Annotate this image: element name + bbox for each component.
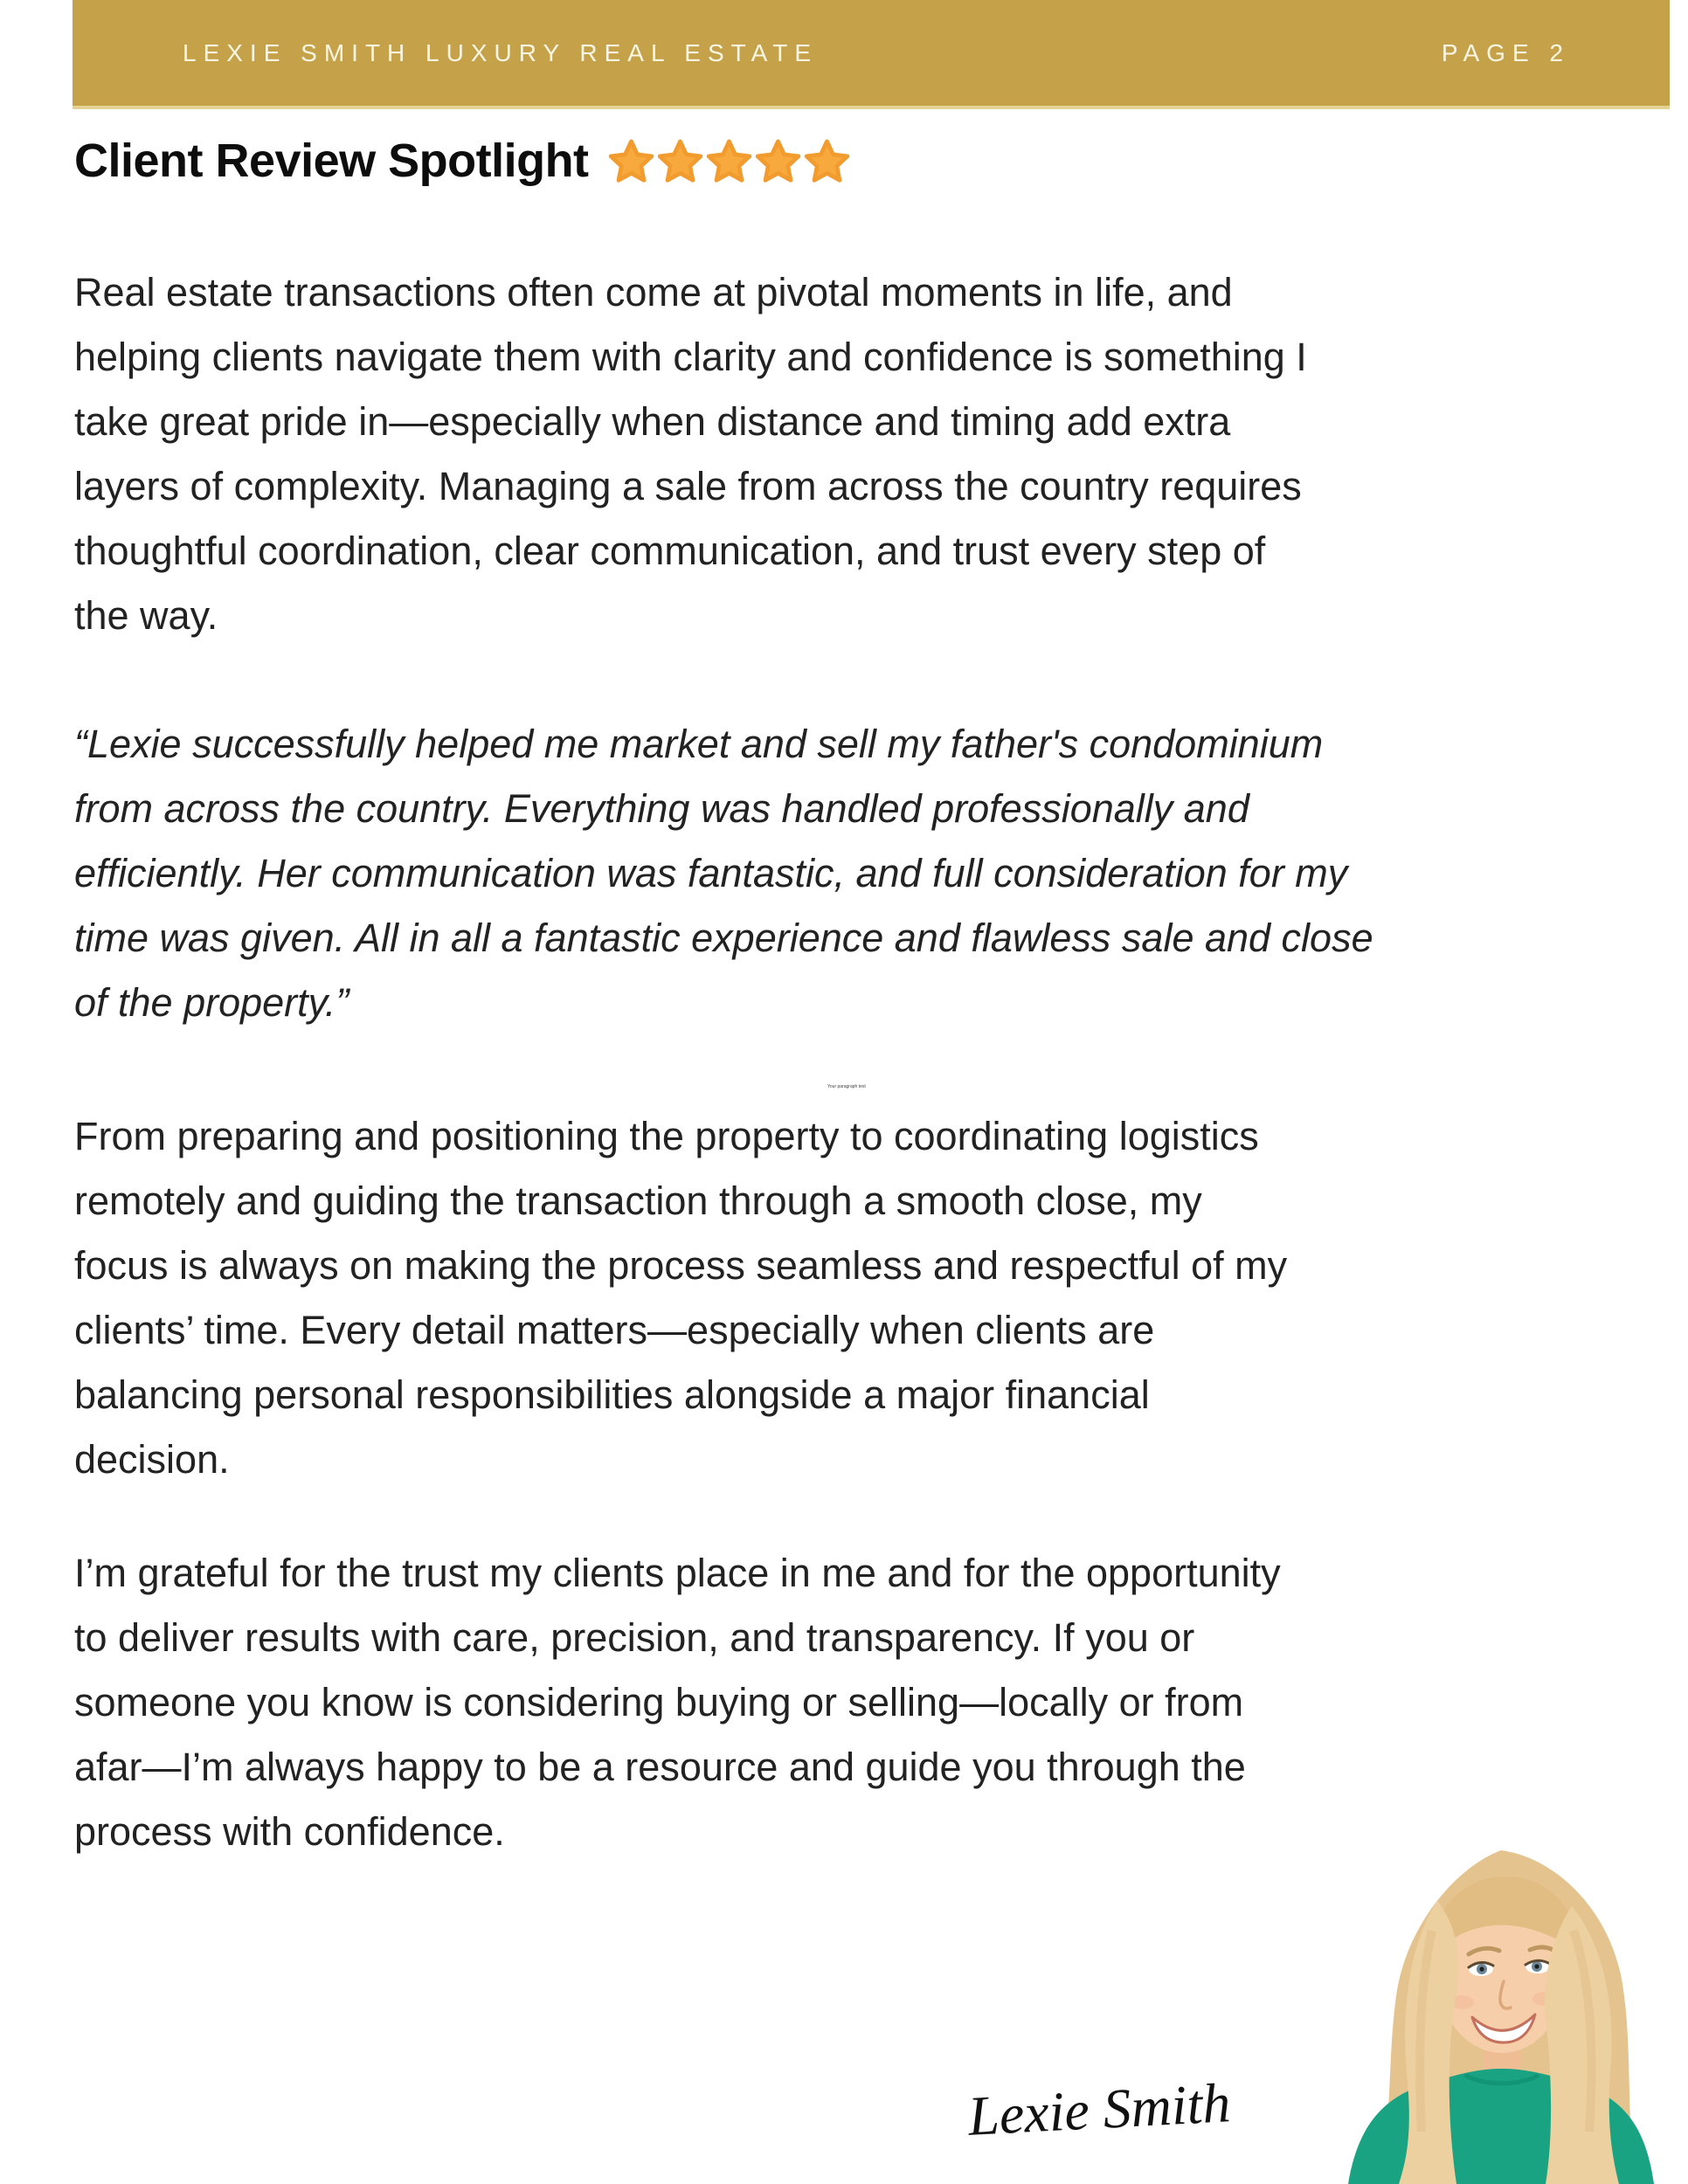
text-line: thoughtful coordination, clear communication, and trust every step of [74, 529, 1266, 573]
tiny-placeholder-text: Your paragraph text [827, 1084, 866, 1089]
text-line: time was given. All in all a fantastic experience and flawless sale and close [74, 916, 1373, 960]
brand-title: LEXIE SMITH LUXURY REAL ESTATE [183, 38, 819, 66]
text-line: From preparing and positioning the property to coordinating logistics [74, 1114, 1259, 1158]
text-line: remotely and guiding the transaction through a smooth close, my [74, 1178, 1202, 1223]
text-line: layers of complexity. Managing a sale from across the country requires [74, 464, 1302, 508]
text-line: to deliver results with care, precision, and transparency. If you or [74, 1615, 1195, 1660]
text-line: afar—I’m always happy to be a resource and guide you through the [74, 1745, 1246, 1789]
page-header-bar [73, 0, 1670, 109]
star-icon [657, 137, 703, 187]
text-line: the way. [74, 593, 218, 638]
text-line: take great pride in—especially when distance and timing add extra [74, 399, 1231, 444]
agent-headshot-photo [1324, 1843, 1678, 2184]
section-title: Client Review Spotlight [74, 135, 589, 187]
text-line: of the property.” [74, 980, 349, 1025]
text-line: Real estate transactions often come at pivotal moments in life, and [74, 270, 1233, 314]
closing-paragraph [74, 1541, 1281, 1864]
text-line: focus is always on making the process seamless and respectful of my [74, 1243, 1288, 1288]
intro-paragraph [74, 260, 1307, 648]
five-star-rating [608, 137, 850, 187]
text-line: helping clients navigate them with clarity and confidence is something I [74, 335, 1307, 379]
text-line: clients’ time. Every detail matters—especially when clients are [74, 1308, 1155, 1352]
process-paragraph [74, 1104, 1287, 1492]
text-line: process with confidence. [74, 1809, 505, 1854]
text-line: “Lexie successfully helped me market and sell my father's condominium [74, 722, 1324, 766]
star-icon [755, 137, 801, 187]
text-line: balancing personal responsibilities alongside a major financial [74, 1372, 1150, 1417]
star-icon [706, 137, 752, 187]
text-line: someone you know is considering buying or selling—locally or from [74, 1680, 1244, 1724]
signature-text: Lexie Smith [966, 2071, 1233, 2147]
star-icon [804, 137, 850, 187]
client-quote-paragraph [74, 712, 1373, 1035]
text-line: I’m grateful for the trust my clients place in me and for the opportunity [74, 1551, 1281, 1595]
section-heading-row [74, 129, 850, 192]
page-number: PAGE 2 [1441, 38, 1570, 66]
star-icon [608, 137, 654, 187]
text-line: decision. [74, 1437, 230, 1482]
text-line: from across the country. Everything was handled professionally and [74, 786, 1249, 831]
text-line: efficiently. Her communication was fantastic, and full consideration for my [74, 851, 1348, 895]
